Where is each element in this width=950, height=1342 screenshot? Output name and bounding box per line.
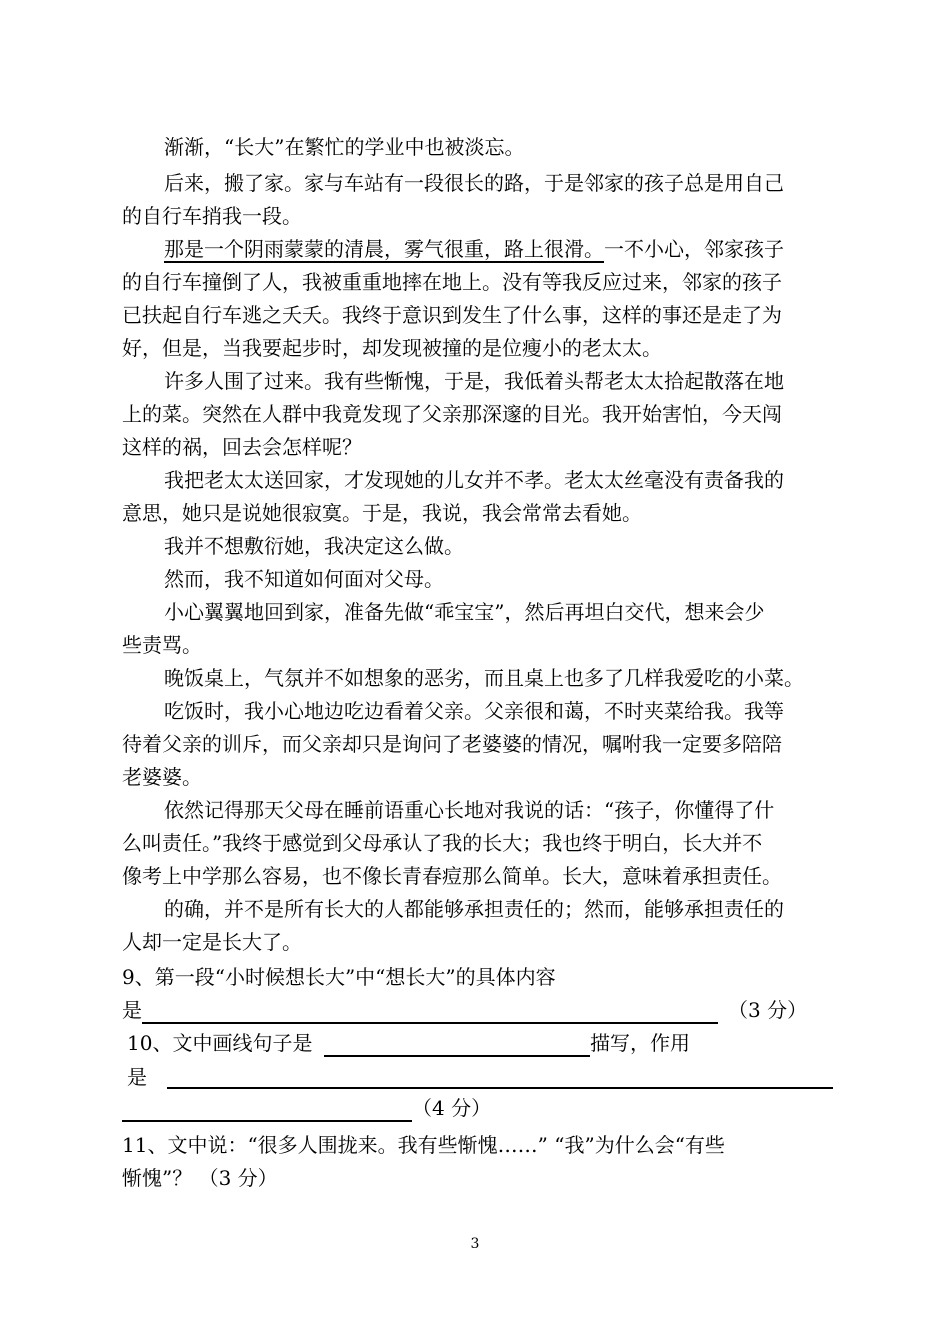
passage-line: 依然记得那天父母在睡前语重心长地对我说的话：“孩子，你懂得了什 bbox=[164, 798, 775, 822]
question-11-text: 11、文中说：“很多人围拢来。我有些惭愧……” “我”为什么会“有些 bbox=[122, 1133, 725, 1157]
passage-line: 已扶起自行车逃之夭夭。我终于意识到发生了什么事，这样的事还是走了为 bbox=[122, 303, 782, 327]
passage-line: 像考上中学那么容易，也不像长青春痘那么简单。长大，意味着承担责任。 bbox=[122, 864, 782, 888]
passage-text: 一不小心，邻家孩子 bbox=[604, 237, 784, 261]
passage-line: 意思，她只是说她很寂寞。于是，我说，我会常常去看她。 bbox=[122, 501, 642, 525]
passage-line: 人却一定是长大了。 bbox=[122, 930, 302, 954]
page-number: 3 bbox=[470, 1236, 480, 1252]
passage-line: 好，但是，当我要起步时，却发现被撞的是位瘦小的老太太。 bbox=[122, 336, 662, 360]
passage-line: 渐渐，“长大”在繁忙的学业中也被淡忘。 bbox=[164, 135, 525, 159]
passage-line: 些责骂。 bbox=[122, 633, 202, 657]
question-9-text: 9、第一段“小时候想长大”中“想长大”的具体内容 bbox=[122, 965, 556, 989]
passage-line: 小心翼翼地回到家，准备先做“乖宝宝”，然后再坦白交代，想来会少 bbox=[164, 600, 765, 624]
question-9-label: 是 bbox=[122, 998, 142, 1022]
answer-blank-q10-effect[interactable] bbox=[167, 1087, 833, 1089]
answer-blank-q10-type[interactable] bbox=[324, 1055, 590, 1057]
question-9-score: （3 分） bbox=[728, 998, 808, 1022]
question-10-score: （4 分） bbox=[412, 1096, 492, 1120]
passage-line: 的自行车撞倒了人，我被重重地摔在地上。没有等我反应过来，邻家的孩子 bbox=[122, 270, 782, 294]
passage-line: 上的菜。突然在人群中我竟发现了父亲那深邃的目光。我开始害怕，今天闯 bbox=[122, 402, 782, 426]
answer-blank-q9[interactable] bbox=[142, 1022, 718, 1024]
passage-line: 么叫责任。”我终于感觉到父母承认了我的长大；我也终于明白，长大并不 bbox=[122, 831, 763, 855]
passage-line: 然而，我不知道如何面对父母。 bbox=[164, 567, 444, 591]
passage-line: 后来，搬了家。家与车站有一段很长的路，于是邻家的孩子总是用自己 bbox=[164, 171, 784, 195]
underlined-sentence: 那是一个阴雨蒙蒙的清晨，雾气很重，路上很滑。 bbox=[164, 237, 604, 261]
passage-line: 晚饭桌上，气氛并不如想象的恶劣，而且桌上也多了几样我爱吃的小菜。 bbox=[164, 666, 804, 690]
passage-line bbox=[164, 234, 784, 264]
question-11-text: 惭愧”？ （3 分） bbox=[122, 1166, 278, 1190]
passage-line: 的自行车捎我一段。 bbox=[122, 204, 302, 228]
passage-line: 待着父亲的训斥，而父亲却只是询问了老婆婆的情况，嘱咐我一定要多陪陪 bbox=[122, 732, 782, 756]
question-10-text-mid: 描写，作用 bbox=[590, 1031, 690, 1055]
passage-line: 许多人围了过来。我有些惭愧，于是，我低着头帮老太太拾起散落在地 bbox=[164, 369, 784, 393]
passage-line: 我并不想敷衍她，我决定这么做。 bbox=[164, 534, 464, 558]
answer-blank-q10-effect-cont[interactable] bbox=[122, 1120, 412, 1122]
passage-line: 老婆婆。 bbox=[122, 765, 202, 789]
passage-line: 这样的祸，回去会怎样呢？ bbox=[122, 435, 362, 459]
question-10-text: 10、文中画线句子是 bbox=[127, 1031, 313, 1055]
passage-line: 我把老太太送回家，才发现她的儿女并不孝。老太太丝毫没有责备我的 bbox=[164, 468, 784, 492]
passage-line: 吃饭时，我小心地边吃边看着父亲。父亲很和蔼，不时夹菜给我。我等 bbox=[164, 699, 784, 723]
question-10-label: 是 bbox=[127, 1065, 147, 1089]
passage-line: 的确，并不是所有长大的人都能够承担责任的；然而，能够承担责任的 bbox=[164, 897, 784, 921]
